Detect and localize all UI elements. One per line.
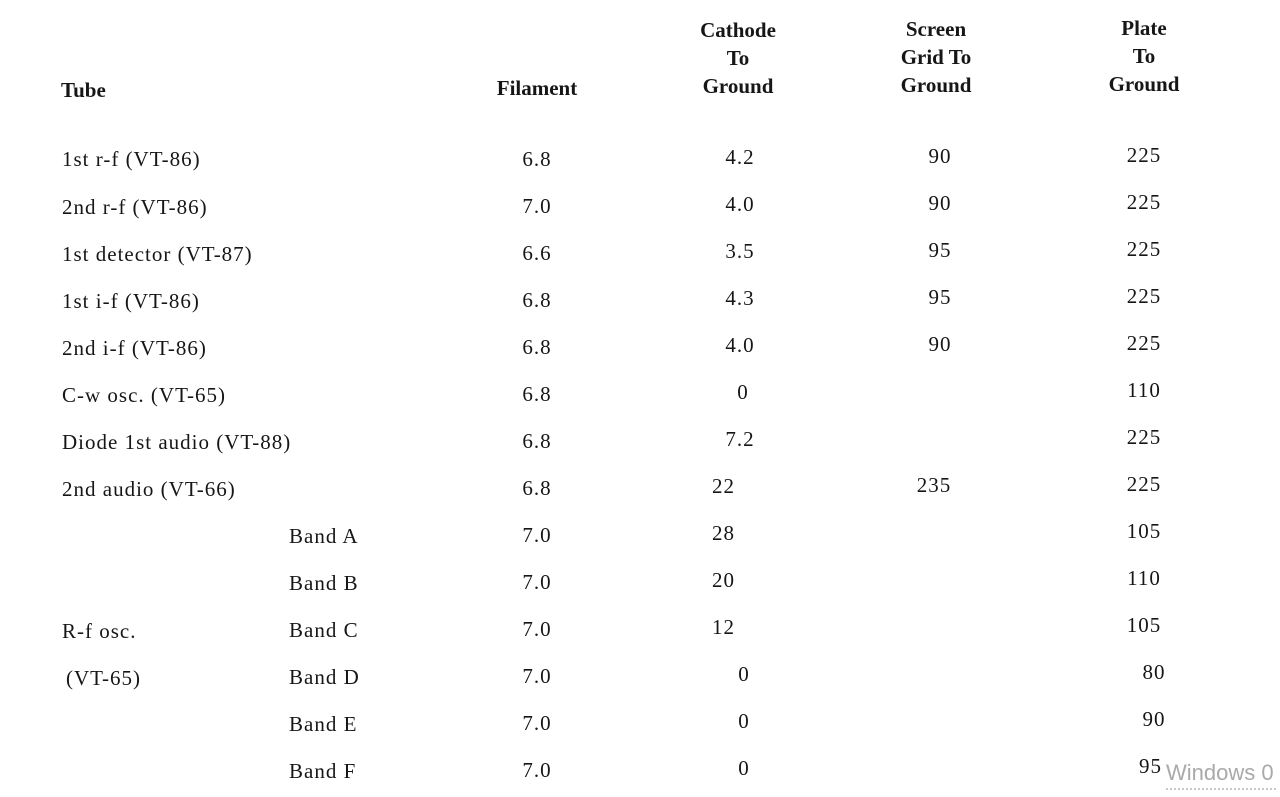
cathode-value: 22: [712, 474, 735, 498]
filament-value: 7.0: [522, 523, 552, 547]
band-label: Band B: [289, 571, 359, 595]
plate-value: 80: [1142, 660, 1166, 684]
tube-name: 2nd r-f (VT-86): [62, 195, 208, 219]
header-cathode-line2: To: [726, 46, 750, 70]
plate-value: 225: [1126, 472, 1162, 496]
band-label: Band D: [289, 665, 360, 689]
screen-value: 90: [928, 332, 952, 356]
tube-name: 2nd audio (VT-66): [62, 477, 236, 501]
windows-watermark-subtext: [1166, 788, 1276, 794]
tube-name: Diode 1st audio (VT-88): [62, 430, 292, 454]
cathode-value: 3.5: [725, 239, 755, 263]
plate-value: 225: [1126, 284, 1162, 308]
plate-value: 225: [1126, 331, 1162, 355]
tube-name: C-w osc. (VT-65): [62, 383, 226, 407]
screen-value: 90: [928, 144, 952, 168]
plate-value: 105: [1126, 613, 1162, 637]
cathode-value: 7.2: [725, 427, 755, 451]
header-plate-line3: Ground: [1108, 72, 1180, 96]
screen-value: 95: [928, 238, 952, 262]
plate-value: 225: [1126, 190, 1162, 214]
rf-osc-label: R-f osc.: [62, 619, 137, 643]
header-cathode-line3: Ground: [702, 74, 774, 98]
screen-value: 235: [916, 473, 952, 497]
filament-value: 7.0: [522, 711, 552, 735]
header-plate-line2: To: [1132, 44, 1156, 68]
band-label: Band E: [289, 712, 358, 736]
filament-value: 7.0: [522, 570, 552, 594]
band-label: Band C: [289, 618, 359, 642]
header-cathode-to-ground: [668, 16, 808, 100]
band-label: Band F: [289, 759, 357, 783]
header-filament: Filament: [496, 76, 578, 100]
cathode-value: 20: [712, 568, 735, 592]
header-cathode-line1: Cathode: [700, 18, 776, 42]
cathode-value: 12: [712, 615, 735, 639]
filament-value: 6.8: [522, 382, 552, 406]
header-plate-to-ground: [1074, 14, 1214, 98]
screen-value: 95: [928, 285, 952, 309]
plate-value: 225: [1126, 237, 1162, 261]
plate-value: 90: [1142, 707, 1166, 731]
cathode-value: 28: [712, 521, 735, 545]
cathode-value: 4.0: [725, 192, 755, 216]
filament-value: 6.8: [522, 429, 552, 453]
windows-watermark: Windows 0: [1166, 760, 1274, 785]
cathode-value: 4.2: [725, 145, 755, 169]
screen-value: 90: [928, 191, 952, 215]
band-label: Band A: [289, 524, 359, 548]
rf-osc-tube-type: (VT-65): [66, 666, 142, 690]
filament-value: 7.0: [522, 664, 552, 688]
cathode-value: 0: [737, 380, 749, 404]
header-tube: Tube: [61, 78, 106, 102]
cathode-value: 4.0: [725, 333, 755, 357]
filament-value: 6.8: [522, 147, 552, 171]
filament-value: 6.8: [522, 335, 552, 359]
tube-name: 1st i-f (VT-86): [62, 289, 200, 313]
plate-value: 95: [1139, 754, 1162, 778]
plate-value: 110: [1127, 378, 1161, 402]
cathode-value: 0: [738, 662, 750, 686]
header-screen-line3: Ground: [900, 73, 972, 97]
filament-value: 6.6: [522, 241, 552, 265]
tube-name: 1st r-f (VT-86): [62, 147, 201, 171]
tube-name: 2nd i-f (VT-86): [62, 336, 207, 360]
header-screen-line1: Screen: [905, 17, 967, 41]
plate-value: 105: [1126, 519, 1162, 543]
filament-value: 7.0: [522, 194, 552, 218]
filament-value: 6.8: [522, 288, 552, 312]
header-screen-grid-to-ground: [866, 15, 1006, 99]
filament-value: 7.0: [522, 617, 552, 641]
plate-value: 110: [1127, 566, 1161, 590]
cathode-value: 4.3: [725, 286, 755, 310]
cathode-value: 0: [738, 756, 750, 780]
header-plate-line1: Plate: [1121, 16, 1167, 40]
header-screen-line2: Grid To: [900, 45, 972, 69]
filament-value: 7.0: [522, 758, 552, 782]
plate-value: 225: [1126, 143, 1162, 167]
tube-name: 1st detector (VT-87): [62, 242, 253, 266]
cathode-value: 0: [738, 709, 750, 733]
filament-value: 6.8: [522, 476, 552, 500]
plate-value: 225: [1126, 425, 1162, 449]
